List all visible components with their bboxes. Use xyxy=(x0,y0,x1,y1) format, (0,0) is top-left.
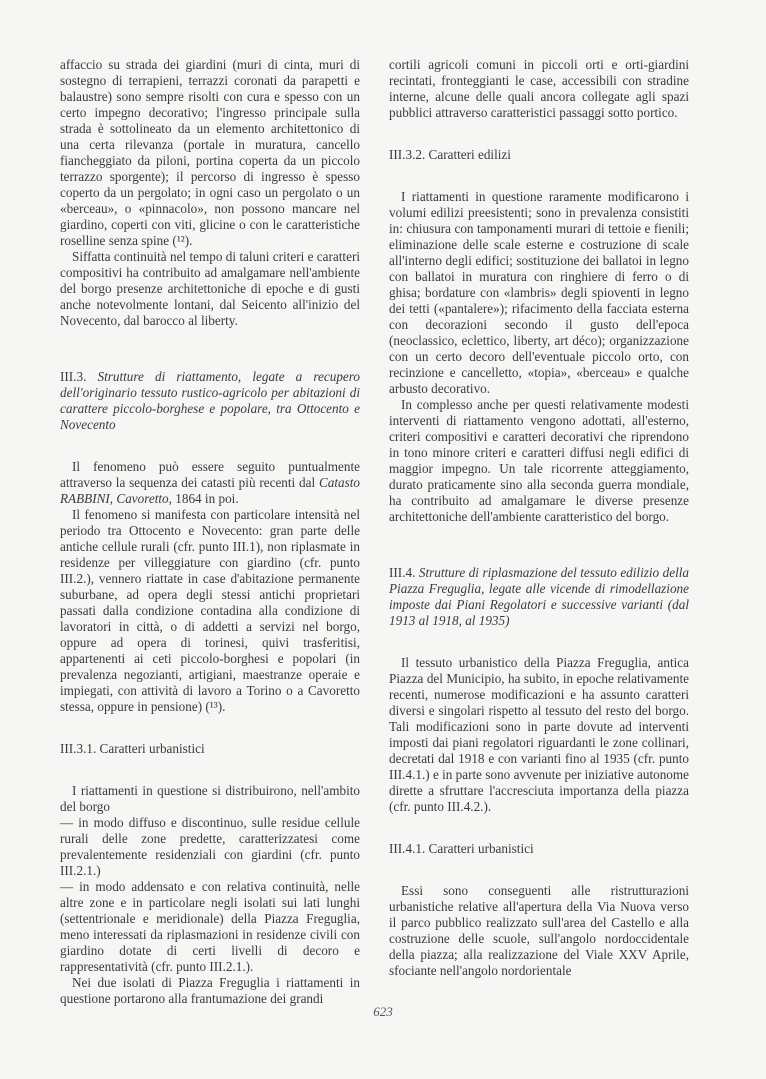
paragraph: I riattamenti in questione raramente modificarono i volumi edilizi preesistenti; sono in prevalenza consistiti in: chiusura con tamponamenti murari di tettoie e fienili; eliminazione delle scale esterne e costruzione di scale all'interno degli edifici; sostituzione dei ballatoi in legno con ballatoi in muratura con ringhiere di ferro o di ghisa; bordature con «lambris» degli spioventi in legno dei tetti («pantalere»); rifacimento della facciata esterna con decorazioni secondo il gusto dell'epoca (neoclassico, eclettico, liberty, art déco); organizzazione con un certo decoro dell'eventuale piccolo orto, con recinzione e cancelletto, «topia», «berceau» e qualche arbusto decorativo. xyxy=(389,189,689,396)
page-number: 623 xyxy=(373,1004,393,1019)
paragraph: Il tessuto urbanistico della Piazza Freguglia, antica Piazza del Municipio, ha subito, in epoche relativamente recenti, numerose modificazioni e ha assunto caratteri diversi e singolari rispetto al tessuto del resto del borgo. Tali modificazioni sono in parte dovute ad interventi imposti dai piani regolatori riguardanti le zone collinari, decretati dal 1918 e con varianti fino al 1935 (cfr. punto III.4.1.) e in parte sono avvenute per iniziative autonome dirette a sfruttare l'accresciuta importanza della piazza (cfr. punto III.4.2.). xyxy=(389,655,689,814)
section-heading xyxy=(60,369,360,433)
list-item: — in modo addensato e con relativa continuità, nelle altre zone e in particolare negli isolati sui lati lunghi (settentrionale e meridionale) della Piazza Freguglia, meno interessati da riplasmazioni in residenze civili con giardino dotate di certi livelli di decoro e rappresentatività (cfr. punto III.2.1.). xyxy=(60,879,360,974)
paragraph: Siffatta continuità nel tempo di taluni criteri e caratteri compositivi ha contribuito ad amalgamare nell'ambiente del borgo presenze architettoniche di epoche e di gusti anche notevolmente lontani, dal Seicento all'inizio del Novecento, dal barocco al liberty. xyxy=(60,249,360,328)
paragraph: affaccio su strada dei giardini (muri di cinta, muri di sostegno di terrapieni, terrazzi coronati da parapetti e balaustre) sono sempre risolti con cura e spesso con un certo impegno decorativo; l'ingresso principale sulla strada è sottolineato da un elemento architettonico di una certa rilevanza (portale in muratura, cancello fiancheggiato da piloni, portina coperta da un piccolo terrazzo sporgente); il percorso di ingresso è spesso coperto da un pergolato; in ogni caso un pergolato o un «berceau», o «pinnacolo», non possono mancare nel giardino, coperti con viti, glicine o con le caratteristiche roselline senza spine (¹²). xyxy=(60,57,360,248)
subsection-heading: III.3.2. Caratteri edilizi xyxy=(389,147,511,162)
subsection-heading: III.4.1. Caratteri urbanistici xyxy=(389,841,534,856)
paragraph: cortili agricoli comuni in piccoli orti e orti-giardini recintati, fronteggianti le case, accessibili con stradine interne, alcune delle quali ancora collegate agli spazi pubblici attraverso caratteristici passaggi sotto portico. xyxy=(389,57,689,120)
paragraph: In complesso anche per questi relativamente modesti interventi di riattamento vengono adottati, all'esterno, criteri compositivi e caratteri decorativi che riprendono in tono minore criteri e caratteri diffusi negli edifici di maggior impegno. Un tale ricorrente atteggiamento, durato praticamente sino alla seconda guerra mondiale, ha contribuito ad amalgamare le diverse presenze architettoniche dell'ambiente caratteristico del borgo. xyxy=(389,397,689,524)
section-number: III.3. xyxy=(60,369,87,384)
left-column xyxy=(60,57,360,1007)
right-column xyxy=(389,57,689,979)
paragraph: I riattamenti in questione si distribuirono, nell'ambito del borgo xyxy=(60,783,360,814)
section-title: Strutture di riplasmazione del tessuto edilizio della Piazza Freguglia, legate alle vicende di rimodellazione imposte dai Piani Regolatori e successive varianti (dal 1913 al 1918, al 1935) xyxy=(389,565,689,628)
paragraph: Essi sono conseguenti alle ristrutturazioni urbanistiche relative all'apertura della Via Nuova verso il parco pubblico realizzato sull'area del Castello e alla costruzione delle scuole, sull'angolo nordoccidentale della piazza; alla realizzazione del Viale XXV Aprile, sfociante nell'angolo nordorientale xyxy=(389,883,689,978)
paragraph: Il fenomeno può essere seguito puntualmente attraverso la sequenza dei catasti più recenti dal Catasto RABBINI, Cavoretto, 1864 in poi. xyxy=(60,459,360,506)
paragraph: Nei due isolati di Piazza Freguglia i riattamenti in questione portarono alla frantumazione dei grandi xyxy=(60,975,360,1006)
citation: Catasto RABBINI, Cavoretto, xyxy=(60,475,360,506)
section-heading xyxy=(389,565,689,629)
subsection-heading: III.3.1. Caratteri urbanistici xyxy=(60,741,205,756)
section-title: Strutture di riattamento, legate a recupero dell'originario tessuto rustico-agricolo per abitazioni di carattere piccolo-borghese e popolare, tra Ottocento e Novecento xyxy=(60,369,361,432)
section-number: III.4. xyxy=(389,565,416,580)
paragraph: Il fenomeno si manifesta con particolare intensità nel periodo tra Ottocento e Novecento: gran parte delle antiche cellule rurali (cfr. punto III.1), non riplasmate in residenze per villeggiature con giardino (cfr. punto III.2.), vennero riattate in case d'abitazione permanente suburbane, ad opera degli stessi antichi proprietari passati dalla condizione contadina alla condizione di lavoratori in città, o di addetti a servizi nel borgo, oppure ad opera di torinesi, quivi trasferitisi, appartenenti ai ceti piccolo-borghesi e popolari (in prevalenza negozianti, artigiani, maestranze operaie e impiegati, con attività di lavoro a Torino o a Cavoretto stessa, oppure in pensione) (¹³). xyxy=(60,507,360,714)
list-item: — in modo diffuso e discontinuo, sulle residue cellule rurali delle zone predette, caratterizzatesi come prevalentemente residenziali con giardini (cfr. punto III.2.1.) xyxy=(60,815,360,878)
